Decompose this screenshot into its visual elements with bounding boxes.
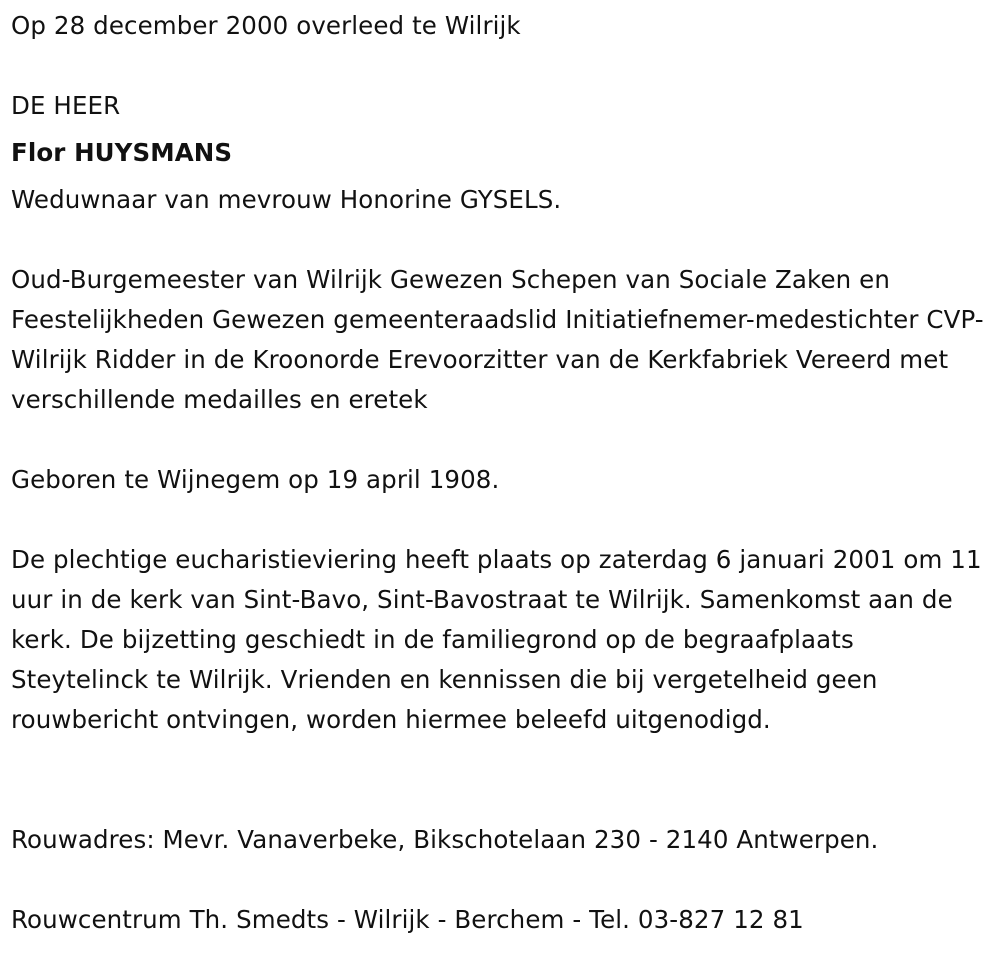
spouse-line: Weduwnaar van mevrouw Honorine GYSELS. xyxy=(11,185,562,214)
deceased-name: Flor HUYSMANS xyxy=(11,138,233,167)
funeral-home-line: Rouwcentrum Th. Smedts - Wilrijk - Berchem - Tel. 03-827 12 81 xyxy=(11,905,804,934)
birth-line: Geboren te Wijnegem op 19 april 1908. xyxy=(11,465,500,494)
functions-paragraph: Oud-Burgemeester van Wilrijk Gewezen Schepen van Sociale Zaken en Feestelijkheden Gewezen gemeenteraadslid Initiatiefnemer-medestichter CVP-Wilrijk Ridder in de Kroonorde Erevoorzitter van de Kerkfabriek Vereerd met verschillende medailles en eretek xyxy=(11,265,984,414)
mourning-address: Rouwadres: Mevr. Vanaverbeke, Bikschotelaan 230 - 2140 Antwerpen. xyxy=(11,825,879,854)
death-announcement: Op 28 december 2000 overleed te Wilrijk xyxy=(11,11,521,40)
salutation: DE HEER xyxy=(11,91,121,120)
service-paragraph: De plechtige eucharistieviering heeft plaats op zaterdag 6 januari 2001 om 11 uur in de kerk van Sint-Bavo, Sint-Bavostraat te Wilrijk. Samenkomst aan de kerk. De bijzetting geschiedt in de familiegrond op de begraafplaats Steytelinck te Wilrijk. Vrienden en kennissen die bij vergetelheid geen rouwbericht ontvingen, worden hiermee beleefd uitgenodigd. xyxy=(11,545,982,734)
